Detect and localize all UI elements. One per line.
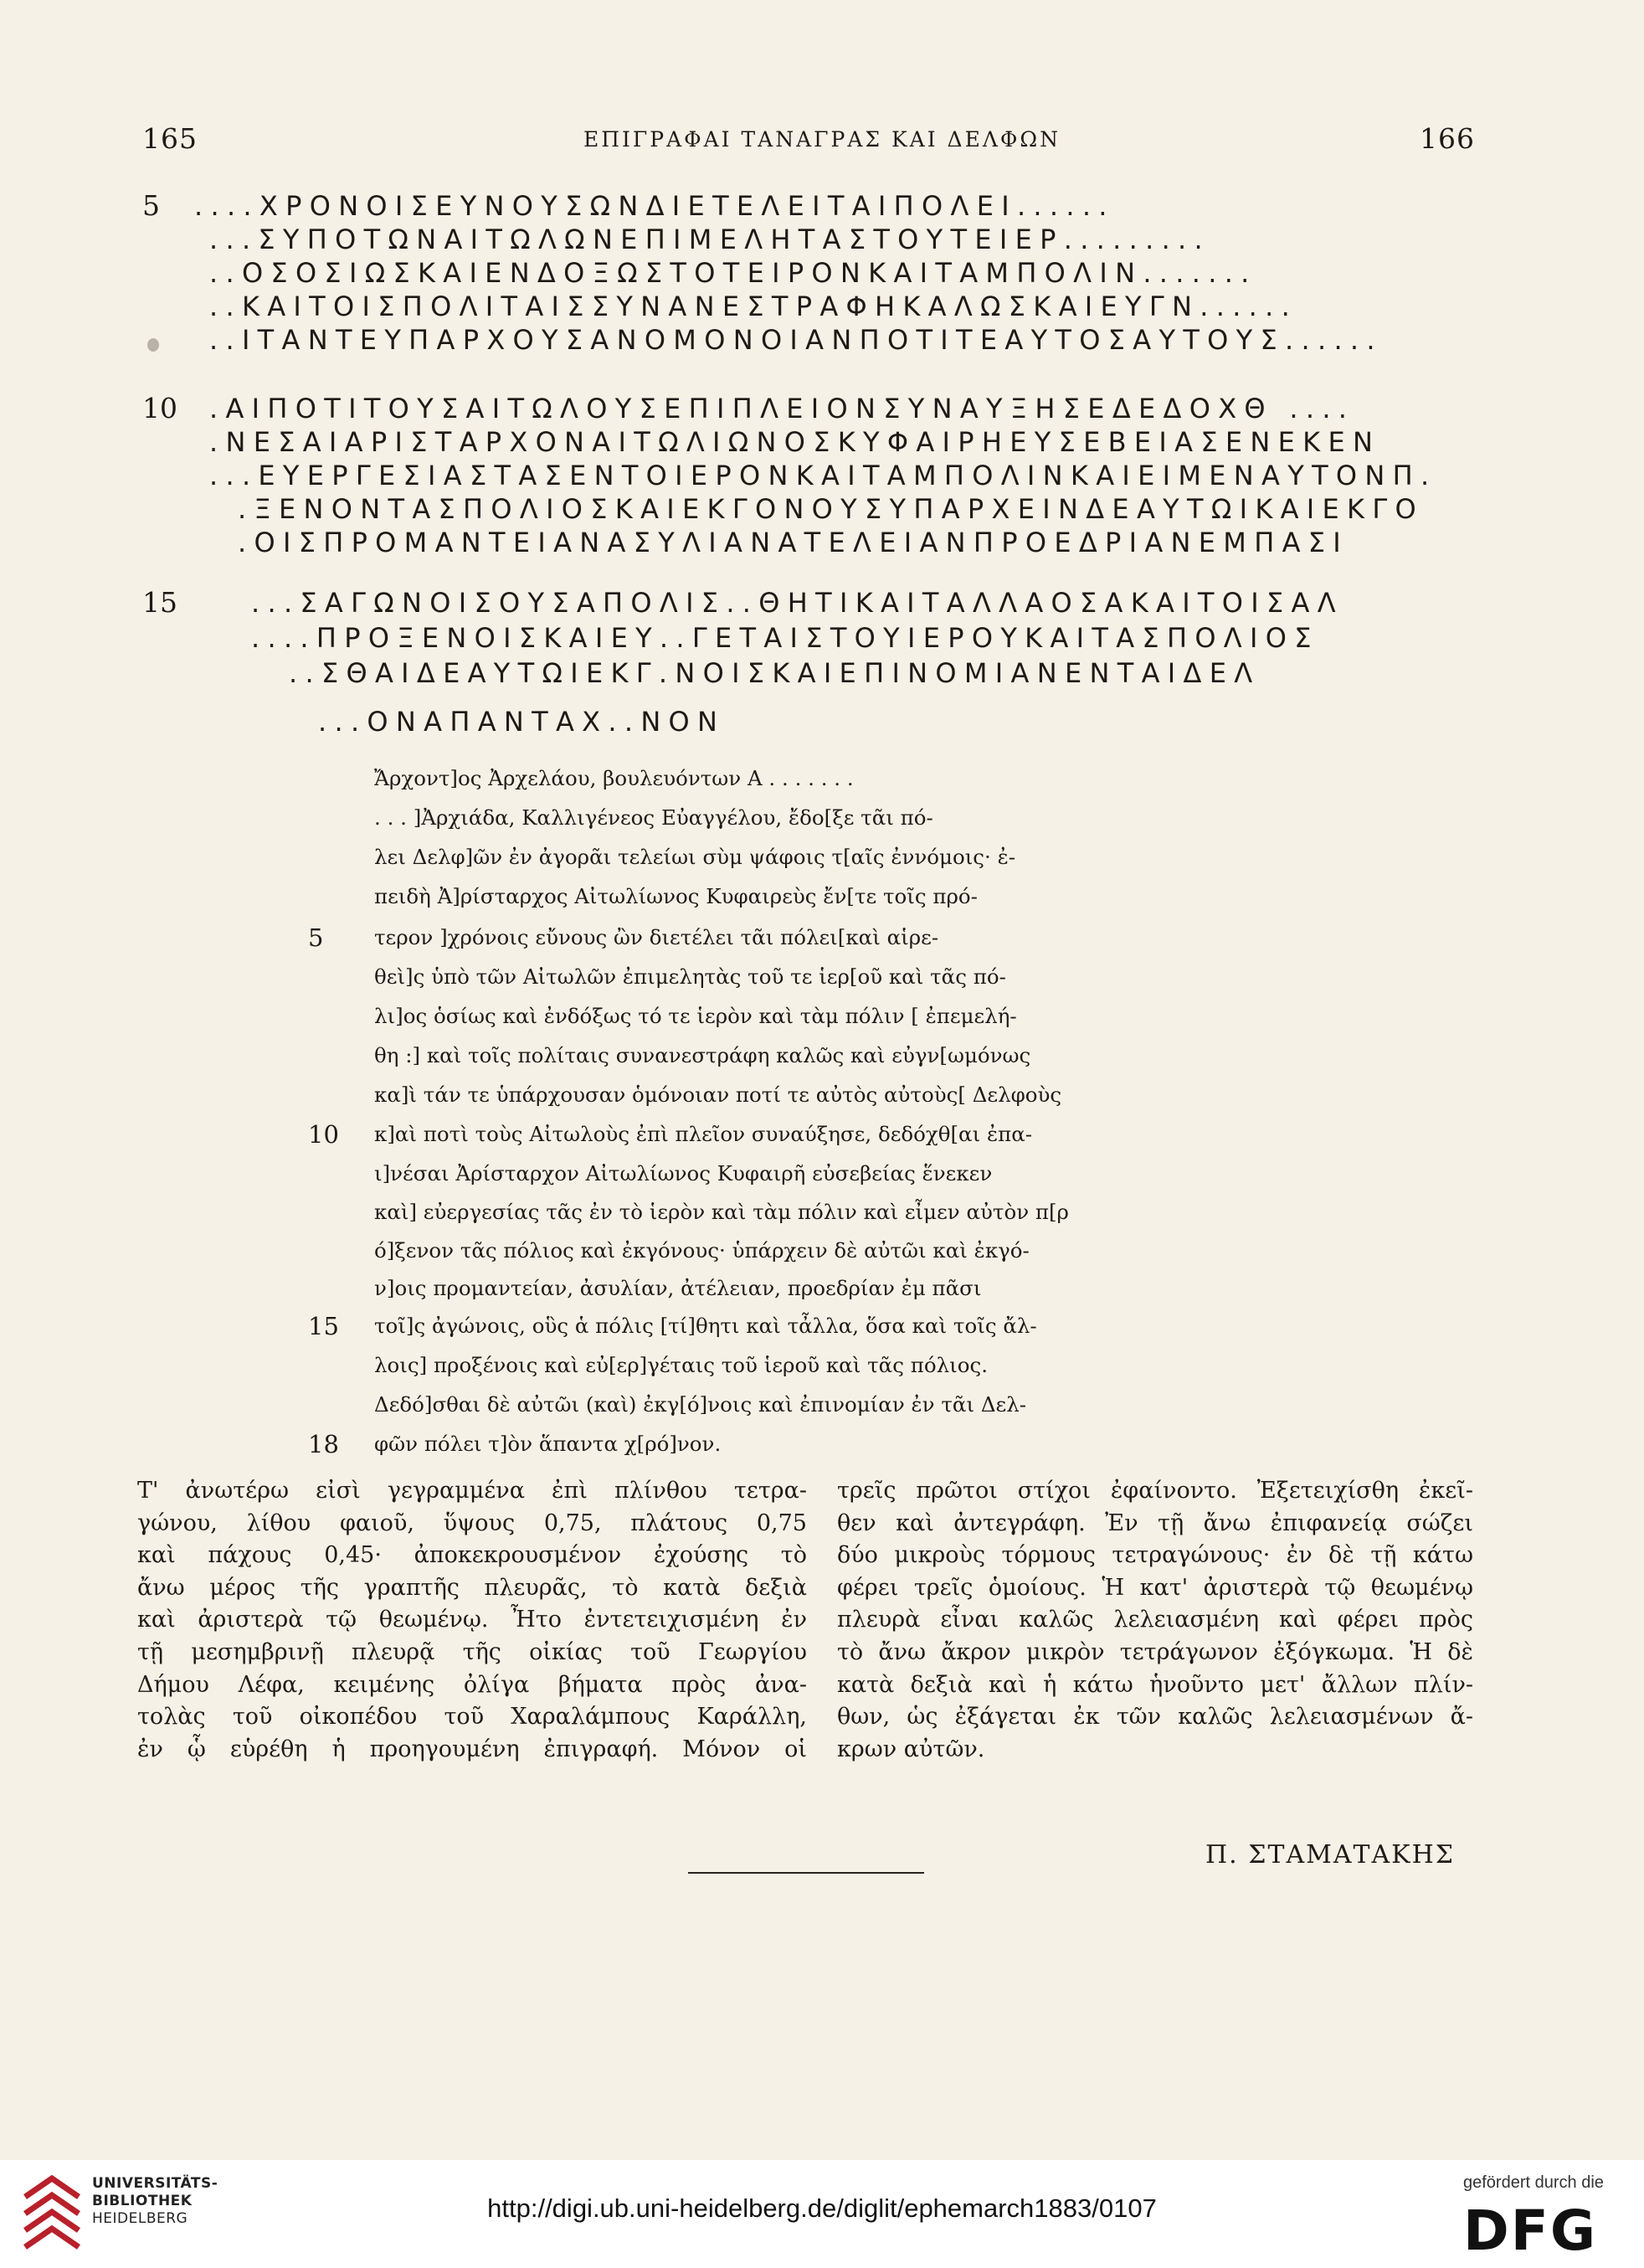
minuscule-line: Δεδό]σθαι δὲ αὐτῶι (καὶ) ἐκγ[ό]νοις καὶ ἐπινομίαν ἐν τᾶι Δελ-	[374, 1392, 1027, 1417]
line-number: 10	[308, 1120, 339, 1149]
commentary-right-column	[837, 1475, 1473, 1766]
commentary-line: πλευρὰ εἶναι καλῶς λελειασμένη καὶ φέρει πρὸς	[837, 1607, 1473, 1633]
page-number-left: 165	[142, 122, 198, 155]
uncial-line: ...ΣΑΓΩΝΟΙΣΟΥΣΑΠΟΛΙΣ..ΘΗΤΙΚΑΙΤΑΛΛΑΟΣΑΚΑΙΤΟΙΣΑΛ	[251, 587, 1343, 619]
minuscule-line: κ]αὶ ποτὶ τοὺς Αἰτωλοὺς ἐπὶ πλεῖον συναύξησε, δεδόχθ[αι ἐπα-	[374, 1122, 1033, 1146]
commentary-line: τῇ μεσημβρινῇ πλευρᾷ τῆς οἰκίας τοῦ Γεωργίου	[137, 1638, 807, 1665]
section-divider	[688, 1872, 924, 1874]
minuscule-line: λοις] προξένοις καὶ εὐ[ερ]γέταις τοῦ ἱεροῦ καὶ τᾶς πόλιος.	[374, 1353, 988, 1377]
commentary-line: γώνου, λίθου φαιοῦ, ὕψους 0,75, πλάτους 0,75	[137, 1509, 807, 1536]
page-number-right: 166	[1420, 122, 1475, 155]
running-title: ΕΠΙΓΡΑΦΑΙ ΤΑΝΑΓΡΑΣ ΚΑΙ ΔΕΛΦΩΝ	[583, 127, 1061, 152]
commentary-line: φέρει τρεῖς ὁμοίους. Ἡ κατ' ἀριστερὰ τῷ θεωμένῳ	[837, 1574, 1473, 1601]
uncial-line: ..ΚΑΙΤΟΙΣΠΟΛΙΤΑΙΣΣΥΝΑΝΕΣΤΡΑΦΗΚΑΛΩΣΚΑΙΕΥΓΝ......	[209, 291, 1298, 322]
commentary-line: δύο μικροὺς τόρμους τετραγώνους· ἐν δὲ τῇ κάτω	[837, 1542, 1473, 1569]
commentary-line: τὸ ἄνω ἄκρον μικρὸν τετράγωνον ἐξόγκωμα. Ἡ δὲ	[837, 1638, 1473, 1665]
minuscule-line: καὶ] εὐεργεσίας τᾶς ἐν τὸ ἱερὸν καὶ τὰμ πόλιν καὶ εἶμεν αὐτὸν π[ρ	[374, 1200, 1069, 1224]
uncial-line: ....ΧΡΟΝΟΙΣΕΥΝΟΥΣΩΝΔΙΕΤΕΛΕΙΤΑΙΠΟΛΕΙ......	[194, 190, 1115, 222]
commentary-line: τολὰς τοῦ οἰκοπέδου τοῦ Χαραλάμπους Καράλλη,	[137, 1704, 807, 1731]
commentary-line: Δήμου Λέφα, κειμένης ὀλίγα βήματα πρὸς ἀνα-	[137, 1671, 807, 1698]
paper-blemish	[147, 338, 159, 352]
minuscule-line: τοῖ]ς ἀγώνοις, οὓς ἁ πόλις [τί]θητι καὶ τἆλλα, ὅσα καὶ τοῖς ἄλ-	[374, 1314, 1037, 1338]
minuscule-line: ν]οις προμαντείαν, ἀσυλίαν, ἀτέλειαν, προεδρίαν ἐμ πᾶσι	[374, 1276, 982, 1300]
minuscule-line: ι]νέσαι Ἀρίσταρχον Αἰτωλίωνος Κυφαιρῆ εὐσεβείας ἕνεκεν	[374, 1161, 993, 1185]
line-number: 10	[142, 392, 177, 424]
line-number: 18	[308, 1430, 339, 1458]
minuscule-line: Ἄρχοντ]ος Ἀρχελάου, βουλευόντων Α . . . . . . .	[374, 766, 854, 790]
minuscule-line: λι]ος ὁσίως καὶ ἐνδόξως τό τε ἱερὸν καὶ τὰμ πόλιν [ ἐπεμελή-	[374, 1004, 1017, 1028]
uncial-line: ...ΟΝΑΠΑΝΤΑΧ..ΝΟΝ	[318, 706, 726, 738]
minuscule-line: θεὶ]ς ὑπὸ τῶν Αἰτωλῶν ἐπιμελητὰς τοῦ τε ἱερ[οῦ καὶ τᾶς πό-	[374, 964, 1006, 989]
commentary-line: θων, ὡς ἐξάγεται ἐκ τῶν καλῶς λελειασμένων ἄ-	[837, 1704, 1473, 1731]
author-signature: Π. ΣΤΑΜΑΤΑΚΗΣ	[1205, 1840, 1455, 1869]
line-number: 15	[308, 1312, 339, 1340]
minuscule-line: φῶν πόλει τ]ὸν ἅπαντα χ[ρό]νον.	[374, 1432, 722, 1456]
library-name-line: HEIDELBERG	[92, 2210, 188, 2227]
minuscule-line: λει Δελφ]ῶν ἐν ἀγορᾶι τελείωι σὺμ ψάφοις τ[αῖς ἐννόμοις· ἐ-	[374, 845, 1016, 869]
minuscule-line: τερον ]χρόνοις εὔνους ὢν διετέλει τᾶι πόλει[καὶ αἱρε-	[374, 925, 939, 949]
uncial-line: ...ΕΥΕΡΓΕΣΙΑΣΤΑΣΕΝΤΟΙΕΡΟΝΚΑΙΤΑΜΠΟΛΙΝΚΑΙΕΙΜΕΝΑΥΤΟΝΠ.	[209, 460, 1437, 491]
line-number: 5	[142, 189, 160, 222]
dfg-logo: DFG	[1463, 2199, 1598, 2263]
uncial-line: ....ΠΡΟΞΕΝΟΙΣΚΑΙΕΥ..ΓΕΤΑΙΣΤΟΥΙΕΡΟΥΚΑΙΤΑΣΠΟΛΙΟΣ	[251, 622, 1319, 654]
minuscule-line: θη :] καὶ τοῖς πολίταις συνανεστράφη καλῶς καὶ εὐγν[ωμόνως	[374, 1043, 1031, 1067]
uncial-line: .ΟΙΣΠΡΟΜΑΝΤΕΙΑΝΑΣΥΛΙΑΝΑΤΕΛΕΙΑΝΠΡΟΕΔΡΙΑΝΕΜΠΑΣΙ	[238, 527, 1349, 558]
commentary-line: καὶ πάχους 0,45· ἀποκεκρουσμένον ἐχούσης τὸ	[137, 1542, 807, 1569]
digitization-footer	[0, 2160, 1644, 2268]
commentary-line: κατὰ δεξιὰ καὶ ἡ κάτω ἡνοῦντο μετ' ἄλλων πλίν-	[837, 1671, 1473, 1698]
commentary-line: τρεῖς πρῶτοι στίχοι ἐφαίνοντο. Ἐξετειχίσθη ἐκεῖ-	[837, 1478, 1473, 1504]
minuscule-line: ό]ξενον τᾶς πόλιος καὶ ἐκγόνους· ὑπάρχειν δὲ αὐτῶι καὶ ἐκγό-	[374, 1238, 1030, 1263]
uncial-line: ..ΟΣΟΣΙΩΣΚΑΙΕΝΔΟΞΩΣΤΟΤΕΙΡΟΝΚΑΙΤΑΜΠΟΛΙΝ.......	[209, 257, 1257, 289]
uncial-line: .ΑΙΠΟΤΙΤΟΥΣΑΙΤΩΛΟΥΣΕΠΙΠΛΕΙΟΝΣΥΝΑΥΞΗΣΕΔΕΔΟΧΘ ....	[209, 393, 1355, 424]
minuscule-line: κα]ὶ τάν τε ὑπάρχουσαν ὁμόνοιαν ποτί τε αὐτὸς αὐτοὺς[ Δελφοὺς	[374, 1083, 1062, 1107]
commentary-line: ἐν ᾧ εὑρέθη ἡ προηγουμένη ἐπιγραφή. Μόνον οἱ	[137, 1736, 807, 1762]
uncial-line: ..ΣΘΑΙΔΕΑΥΤΩΙΕΚΓ.ΝΟΙΣΚΑΙΕΠΙΝΟΜΙΑΝΕΝΤΑΙΔΕΛ	[289, 657, 1261, 689]
uncial-line: .ΞΕΝΟΝΤΑΣΠΟΛΙΟΣΚΑΙΕΚΓΟΝΟΥΣΥΠΑΡΧΕΙΝΔΕΑΥΤΩΙΚΑΙΕΚΓΟ	[238, 493, 1424, 525]
library-name-line: BIBLIOTHEK	[92, 2193, 193, 2209]
commentary-line: καὶ ἀριστερὰ τῷ θεωμένῳ. Ἦτο ἐντετειχισμένη ἐν	[137, 1607, 807, 1633]
funding-caption: gefördert durch die	[1463, 2173, 1604, 2192]
minuscule-line: πειδὴ Ἀ]ρίσταρχος Αἰτωλίωνος Κυφαιρεὺς ἔν[τε τοῖς πρό-	[374, 884, 978, 908]
uncial-line: .ΝΕΣΑΙΑΡΙΣΤΑΡΧΟΝΑΙΤΩΛΙΩΝΟΣΚΥΦΑΙΡΗΕΥΣΕΒΕΙΑΣΕΝΕΚΕΝ	[209, 426, 1381, 458]
commentary-left-column	[137, 1475, 807, 1766]
library-name-line: UNIVERSITÄTS-	[92, 2175, 218, 2192]
permalink-url[interactable]: http://digi.ub.uni-heidelberg.de/diglit/ephemarch1883/0107	[487, 2193, 1157, 2223]
minuscule-line: . . . ]Ἀρχιάδα, Καλλιγένεος Εὐαγγέλου, ἔδο[ξε τᾶι πό-	[374, 805, 933, 830]
uncial-line: ..ΙΤΑΝΤΕΥΠΑΡΧΟΥΣΑΝΟΜΟΝΟΙΑΝΠΟΤΙΤΕΑΥΤΟΣΑΥΤΟΥΣ......	[209, 324, 1383, 356]
uncial-line: ...ΣΥΠΟΤΩΝΑΙΤΩΛΩΝΕΠΙΜΕΛΗΤΑΣΤΟΥΤΕΙΕΡ.........	[209, 224, 1210, 255]
line-number: 5	[308, 923, 324, 952]
line-number: 15	[142, 586, 177, 619]
commentary-line: Τ' ἀνωτέρω εἰσὶ γεγραμμένα ἐπὶ πλίνθου τετρα-	[137, 1478, 807, 1504]
commentary-line: ἄνω μέρος τῆς γραπτῆς πλευρᾶς, τὸ κατὰ δεξιὰ	[137, 1574, 807, 1601]
commentary-line: κρων αὐτῶν.	[837, 1736, 985, 1762]
commentary-line: θεν καὶ ἀντεγράφη. Ἐν τῇ ἄνω ἐπιφανείᾳ σώζει	[837, 1509, 1473, 1536]
